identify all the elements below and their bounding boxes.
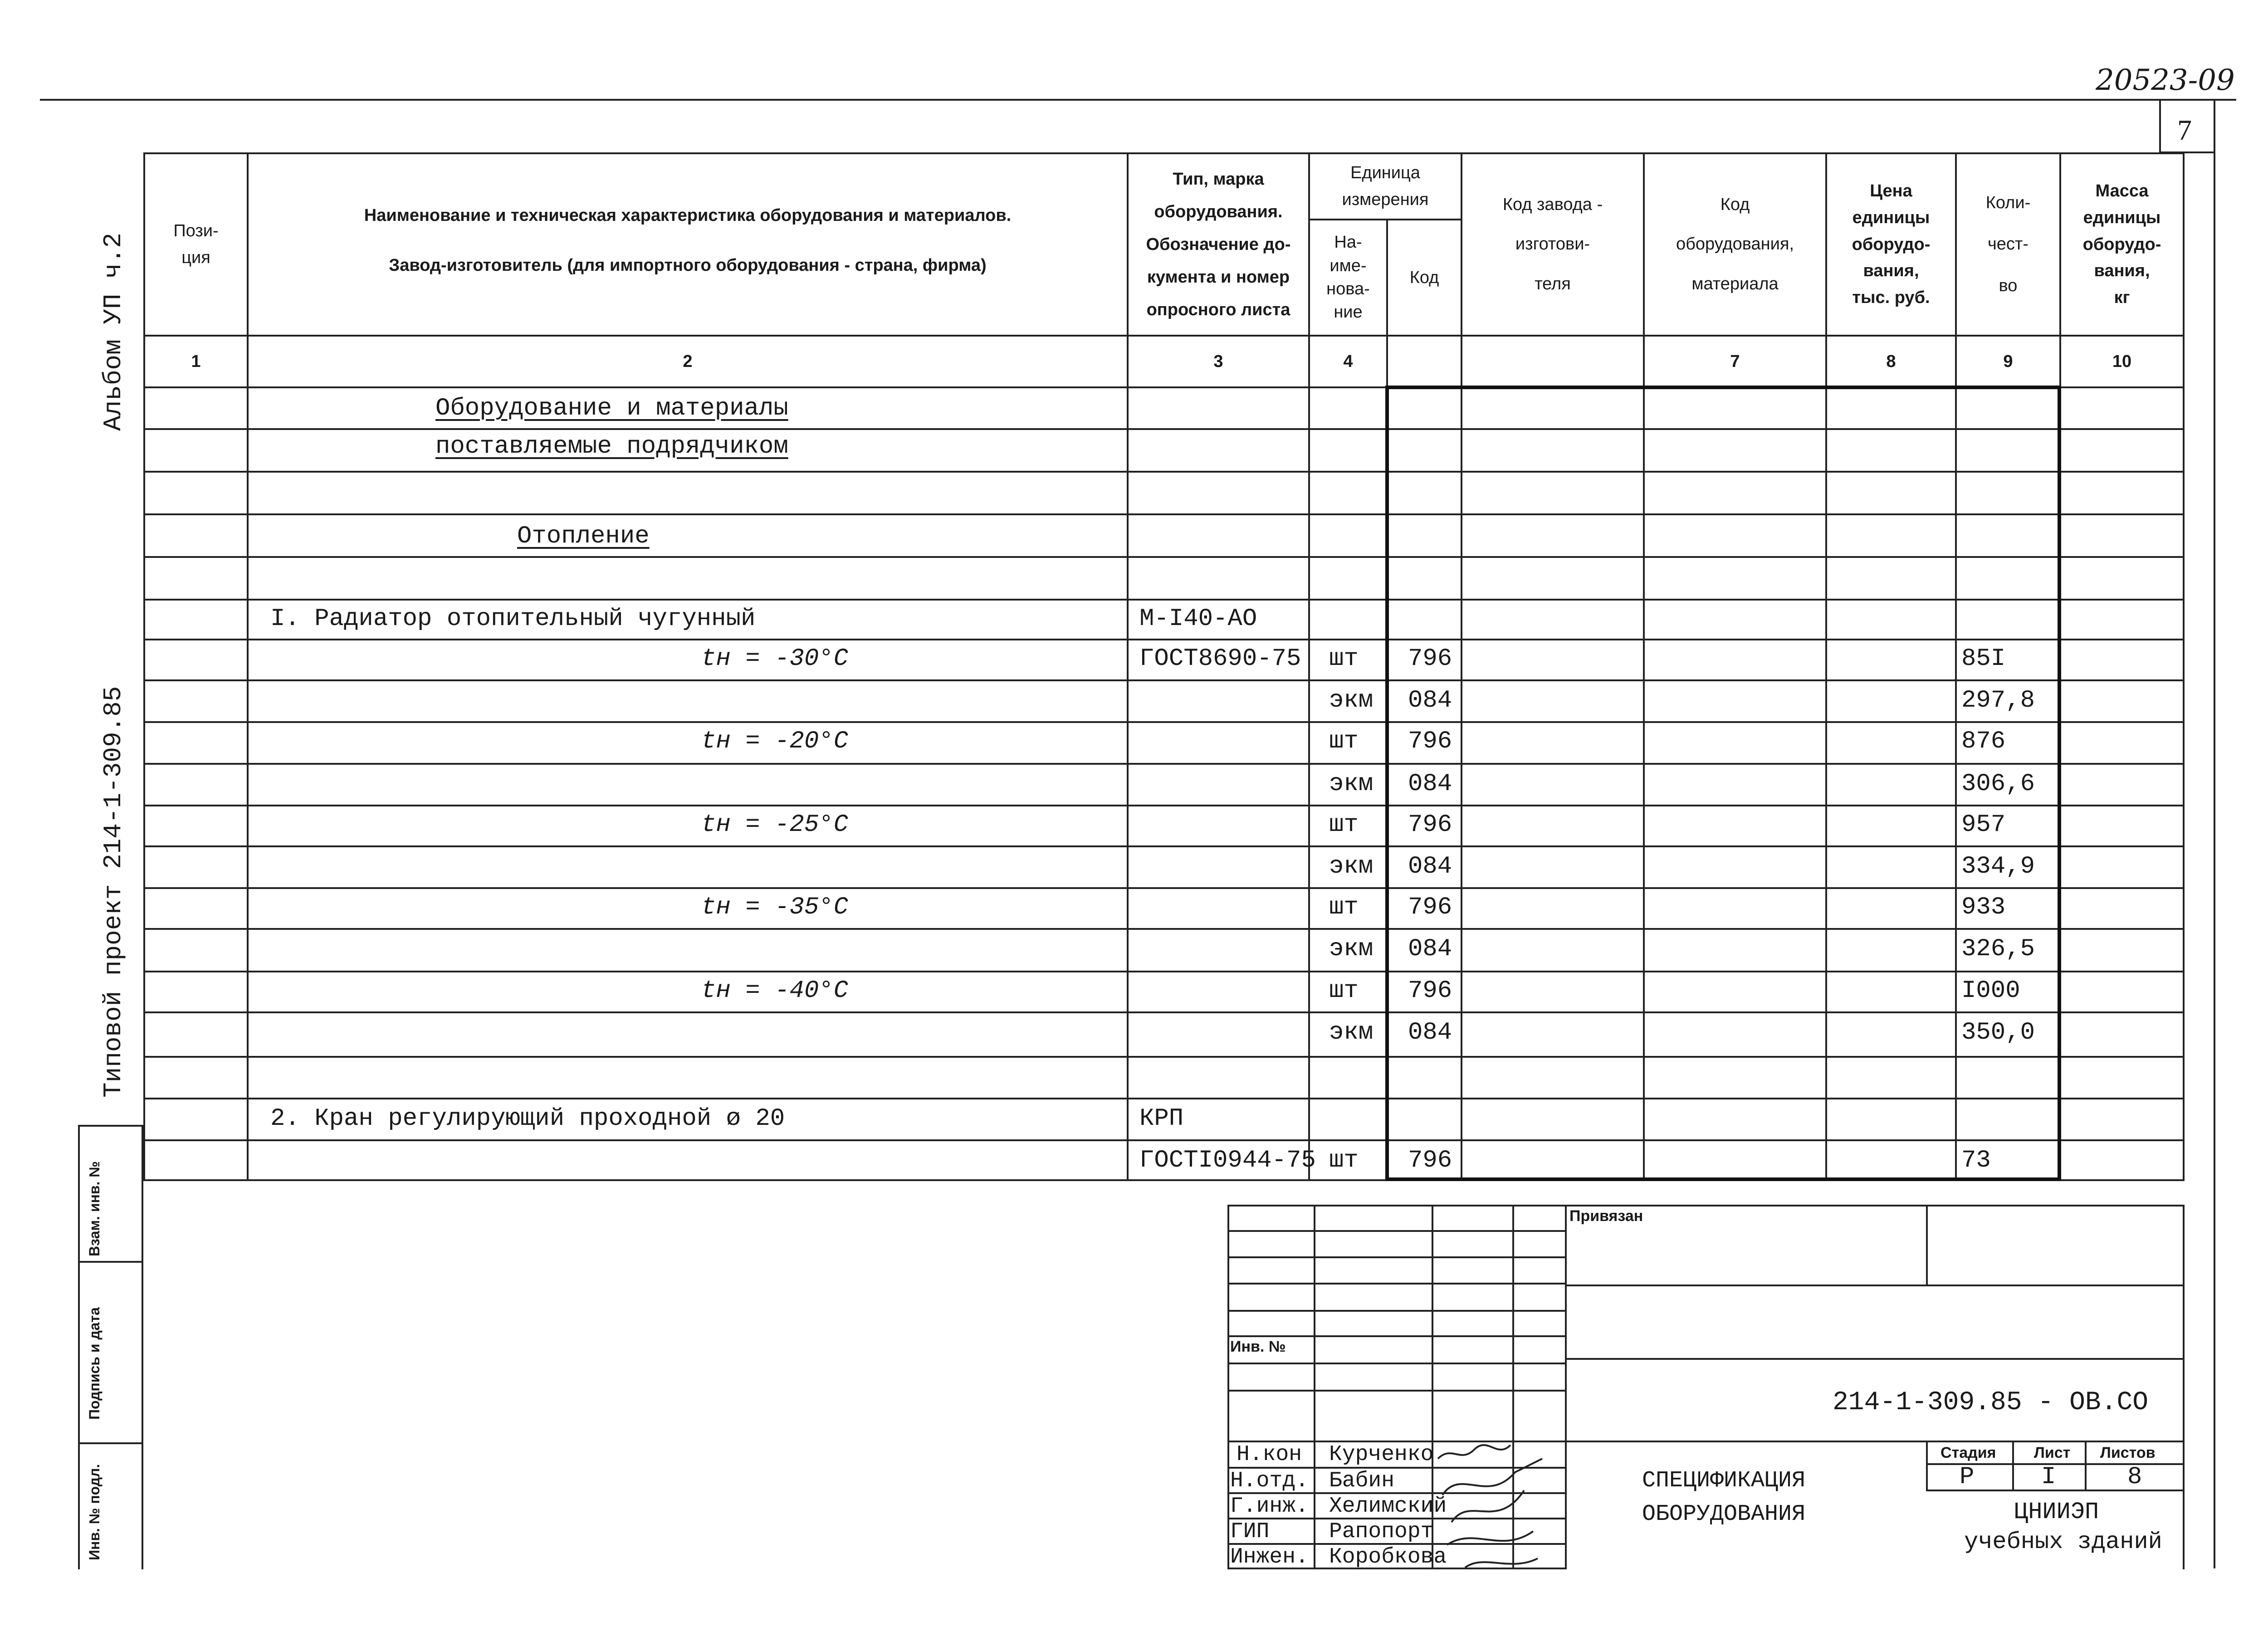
stage-label: Стадия [1941, 1444, 1996, 1461]
row-unit: шт [1329, 894, 1359, 921]
row-unit: шт [1329, 977, 1359, 1005]
signatures-scribble [1433, 1441, 1569, 1572]
header-type: Тип, марка оборудования. Обозначение до- кумента и номер опросного листа [1146, 169, 1291, 320]
row-unit: экм [1329, 1019, 1374, 1046]
role-name: Рапопорт [1329, 1519, 1434, 1544]
doc-title-line2: ОБОРУДОВАНИЯ [1642, 1501, 1806, 1527]
row-qty: 73 [1961, 1147, 1991, 1174]
colnum-10: 10 [2112, 352, 2132, 371]
role-name: Коробкова [1329, 1545, 1447, 1569]
row-unit: экм [1329, 770, 1374, 798]
row-code: 796 [1408, 645, 1452, 673]
org-line1: ЦНИИЭП [2014, 1499, 2099, 1525]
role-label: Н.отд. [1230, 1469, 1309, 1493]
sheets-label: Листов [2100, 1444, 2156, 1461]
side-inv-podl: Инв. № подл. [86, 1464, 103, 1560]
row-unit: шт [1329, 645, 1359, 673]
row-code: 084 [1408, 853, 1452, 880]
row-unit: экм [1329, 687, 1374, 714]
side-podpis-data: Подпись и дата [86, 1307, 103, 1420]
item-1-name: I. Радиатор отопительный чугунный [270, 605, 756, 633]
row-qty: 85I [1961, 645, 2006, 673]
side-inv-vzam: Взам. инв. № [86, 1161, 103, 1256]
doc-code: 214-1-309.85 - ОВ.СО [1833, 1388, 2149, 1417]
row-code: 796 [1408, 811, 1452, 839]
header-pos: Пози- ция [173, 221, 219, 267]
colnum-3: 3 [1213, 352, 1223, 371]
corner-box-left [2159, 99, 2161, 152]
sheet-value: I [2041, 1463, 2056, 1491]
item-2-type: КРП [1139, 1105, 1184, 1133]
row-unit: шт [1329, 1147, 1359, 1174]
strip-left [78, 1125, 80, 1569]
section-title-line1: Оборудование и материалы [435, 395, 788, 422]
row-code: 084 [1408, 687, 1452, 714]
frame-top [40, 99, 2236, 101]
sheets-value: 8 [2127, 1463, 2142, 1491]
strip-top [78, 1125, 143, 1127]
header-equip-code: Код оборудования, материала [1676, 195, 1794, 293]
row-qty: 334,9 [1961, 853, 2035, 880]
header-price: Цена единицы оборудо- вания, тыс. руб. [1852, 181, 1931, 308]
row-unit: экм [1329, 853, 1374, 880]
temp-row-label: tн = -20°С [701, 728, 849, 755]
temp-row-label: tн = -35°С [701, 894, 849, 921]
role-label: ГИП [1230, 1519, 1270, 1544]
row-code: 796 [1408, 894, 1452, 921]
colnum-2: 2 [683, 352, 693, 371]
temp-row-label: tн = -40°С [701, 977, 849, 1005]
archive-number: 20523-09 [2096, 63, 2235, 97]
row-code: 796 [1408, 1147, 1452, 1174]
role-name: Бабин [1329, 1469, 1395, 1493]
section-title-line2: поставляемые подрядчиком [435, 433, 788, 460]
row-qty: 350,0 [1961, 1019, 2035, 1046]
privyazan-label: Привязан [1569, 1207, 1643, 1225]
side-project-label: Типовой проект 214-1-309.85 [99, 686, 128, 1098]
colnum-4: 4 [1343, 352, 1353, 371]
row-qty: 957 [1961, 811, 2006, 839]
row-qty: 306,6 [1961, 770, 2035, 798]
header-unit: Единица измерения [1342, 163, 1429, 209]
role-label: Г.инж. [1230, 1494, 1309, 1519]
org-line2: учебных зданий [1964, 1529, 2162, 1555]
row-qty: 876 [1961, 728, 2006, 755]
row-type: ГОСТ8690-75 [1139, 645, 1301, 673]
row-type: ГОСТI0944-75 [1139, 1147, 1316, 1174]
header-factory-code: Код завода - изготови- теля [1502, 195, 1603, 293]
strip-div1 [78, 1261, 143, 1263]
role-name: Хелимский [1329, 1494, 1447, 1519]
row-code: 084 [1408, 1019, 1452, 1046]
strip-right [142, 1125, 143, 1569]
sheet-label: Лист [2034, 1444, 2071, 1461]
role-label: Инжен. [1230, 1545, 1309, 1569]
header-name-line1: Наименование и техническая характеристика оборудования и материалов. [364, 205, 1012, 225]
header-mass: Масса единицы оборудо- вания, кг [2082, 181, 2161, 308]
doc-title-line1: СПЕЦИФИКАЦИЯ [1642, 1468, 1806, 1494]
strip-div2 [78, 1442, 143, 1444]
header-unit-name: На- име- нова- ние [1326, 233, 1370, 322]
subsection-heating: Отопление [517, 523, 650, 550]
header-name-line2: Завод-изготовитель (для импортного оборудования - страна, фирма) [389, 255, 987, 275]
row-code: 796 [1408, 977, 1452, 1005]
colnum-7: 7 [1730, 352, 1740, 371]
colnum-9: 9 [2003, 352, 2013, 371]
temp-row-label: tн = -25°С [701, 811, 849, 839]
row-qty: I000 [1961, 977, 2020, 1005]
colnum-1: 1 [191, 352, 201, 371]
row-unit: шт [1329, 811, 1359, 839]
row-qty: 933 [1961, 894, 2006, 921]
row-code: 796 [1408, 728, 1452, 755]
role-name: Курченко [1329, 1442, 1434, 1467]
colnum-8: 8 [1886, 352, 1896, 371]
side-album-label: Альбом УП ч.2 [99, 233, 128, 431]
row-unit: экм [1329, 935, 1374, 963]
frame-right [2214, 99, 2215, 1568]
item-1-type: М-I40-АО [1139, 605, 1257, 633]
item-2-name: 2. Кран регулирующий проходной ø 20 [270, 1105, 785, 1133]
row-qty: 297,8 [1961, 687, 2035, 714]
inv-no-label: Инв. № [1230, 1338, 1286, 1355]
row-code: 084 [1408, 770, 1452, 798]
row-unit: шт [1329, 728, 1359, 755]
sheet-corner-number: 7 [2177, 114, 2192, 146]
header-qty: Коли- чест- во [1985, 193, 2031, 295]
role-label: Н.кон [1237, 1442, 1302, 1467]
header-unit-code: Код [1409, 268, 1439, 287]
stage-value: Р [1960, 1463, 1975, 1491]
temp-row-label: tн = -30°С [701, 645, 849, 673]
row-qty: 326,5 [1961, 935, 2035, 963]
row-code: 084 [1408, 935, 1452, 963]
